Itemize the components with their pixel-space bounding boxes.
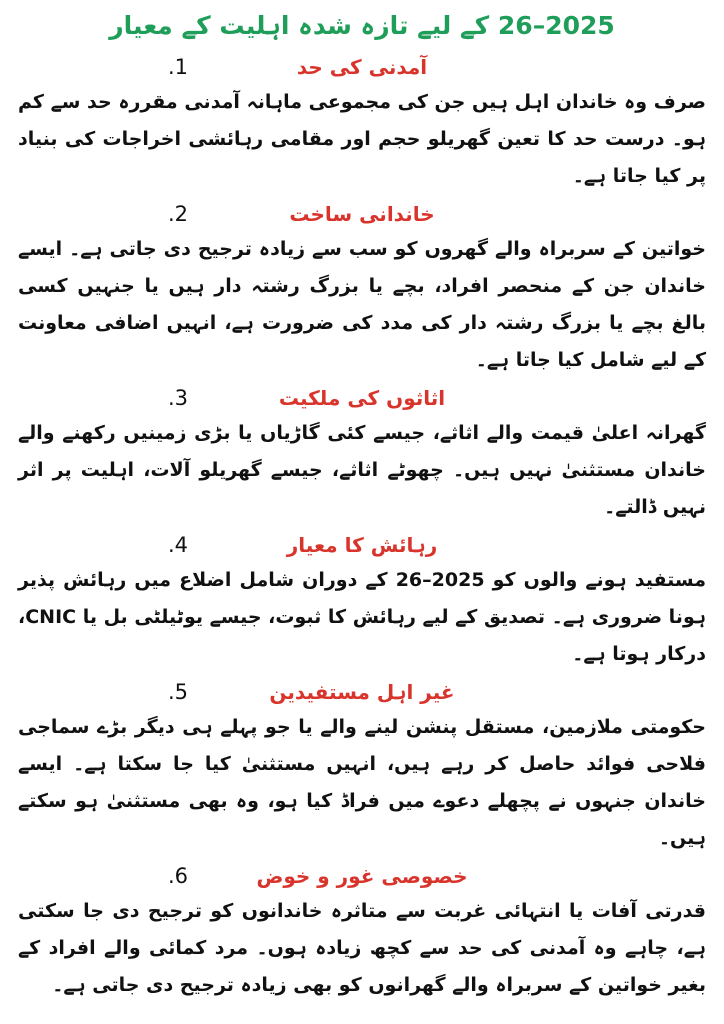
section-heading: آمدنی کی حد [296,55,428,79]
section-body: مستفید ہونے والوں کو 2025–26 کے دوران شامل اضلاع میں رہائش پذیر ہونا ضروری ہے۔ تصدیق کے لیے رہائش کا ثبوت، جیسے یوٹیلٹی بل یا CNIC، درکار ہوتا ہے۔ [18,569,706,665]
section-header [18,381,706,415]
section-family-structure [18,197,706,379]
section-heading: اثاثوں کی ملکیت [278,386,446,410]
section-body: خواتین کے سربراہ والے گھروں کو سب سے زیادہ ترجیح دی جاتی ہے۔ ایسے خاندان جن کے منحصر افراد، بچے یا بزرگ رشتہ دار ہیں یا جنہیں کسی بالغ بچے یا بزرگ رشتہ دار کی مدد کی ضرورت ہے، انہیں اضافی معاونت کے لیے شامل کیا جاتا ہے۔ [18,238,706,371]
section-number: .3 [168,386,189,410]
section-asset-ownership [18,381,706,526]
section-body: حکومتی ملازمین، مستقل پنشن لینے والے یا جو پہلے ہی دیگر بڑے سماجی فلاحی فوائد حاصل کر رہے ہیں، انہیں مستثنیٰ کیا جا سکتا ہے۔ ایسے خاندان جنہوں نے پچھلے دعوے میں فراڈ کیا ہو، وہ بھی مستثنیٰ ہو سکتے ہیں۔ [18,716,706,849]
section-residence-criteria [18,528,706,673]
section-heading: غیر اہل مستفیدین [269,680,455,704]
section-header [18,859,706,893]
section-header [18,528,706,562]
section-body: گھرانہ اعلیٰ قیمت والے اثاثے، جیسے کئی گاڑیاں یا بڑی زمینیں رکھنے والے خاندان مستثنیٰ نہیں ہیں۔ چھوٹے اثاثے، جیسے گھریلو آلات، اہلیت پر اثر نہیں ڈالتے۔ [18,422,706,518]
section-number: .2 [168,202,189,226]
section-number: .4 [168,533,189,557]
section-header [18,197,706,231]
section-header [18,50,706,84]
section-number: .1 [168,55,189,79]
section-heading: رہائش کا معیار [286,533,438,557]
section-header [18,675,706,709]
section-number: .5 [168,680,189,704]
section-income-limit [18,50,706,195]
section-heading: خاندانی ساخت [289,202,435,226]
page-title: 2025–26 کے لیے تازہ شدہ اہلیت کے معیار [109,11,615,40]
section-body: صرف وہ خاندان اہل ہیں جن کی مجموعی ماہانہ آمدنی مقررہ حد سے کم ہو۔ درست حد کا تعین گھریلو حجم اور مقامی رہائشی اخراجات کی بنیاد پر کیا جاتا ہے۔ [18,91,706,187]
section-number: .6 [168,864,189,888]
section-special-consideration [18,859,706,1004]
section-heading: خصوصی غور و خوض [256,864,468,888]
section-ineligible-beneficiaries [18,675,706,857]
section-body: قدرتی آفات یا انتہائی غربت سے متاثرہ خاندانوں کو ترجیح دی جا سکتی ہے، چاہے وہ آمدنی کی حد سے کچھ زیادہ ہوں۔ مرد کمائی والے افراد کے بغیر خواتین کے سربراہ والے گھرانوں کو بھی زیادہ ترجیح دی جاتی ہے۔ [18,900,706,996]
